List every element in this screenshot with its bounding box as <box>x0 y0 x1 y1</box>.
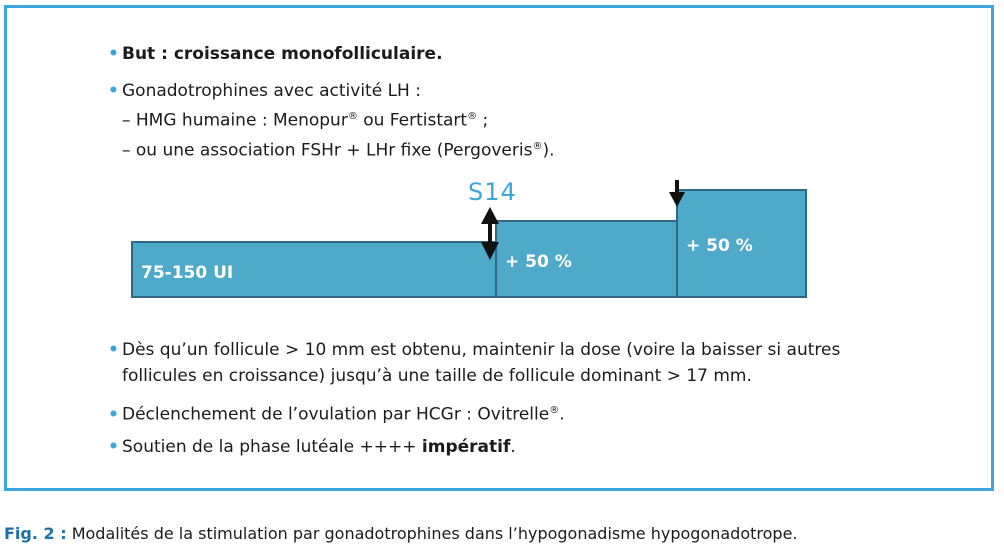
double-arrow-icon <box>481 207 499 260</box>
luteal-emphasis: impératif <box>421 437 511 457</box>
hmg-text: – HMG humaine : Menopur <box>122 110 348 131</box>
bullet-dose-maintenance <box>108 337 840 389</box>
bullet-dot: • <box>108 437 119 457</box>
fertistart-text: ou Fertistart <box>357 110 468 131</box>
luteal-text: Soutien de la phase lutéale ++++ <box>122 437 422 457</box>
figure-number: Fig. 2 : <box>4 524 67 543</box>
registered-mark: ® <box>467 111 478 122</box>
line-end: . <box>510 437 516 457</box>
goal-text: But : croissance monofolliculaire. <box>122 44 443 64</box>
registered-mark: ® <box>532 140 543 152</box>
down-arrow-icon <box>669 180 685 207</box>
s14-marker-label: S14 <box>468 178 517 206</box>
bullet-dot: • <box>108 44 119 64</box>
caption-text: Modalités de la stimulation par gonadotrophines dans l’hypogonadisme hypogonadotrope. <box>66 524 798 543</box>
step-label-initial: 75-150 UI <box>141 263 234 283</box>
line-end: . <box>559 404 565 425</box>
line-end: ). <box>542 140 555 161</box>
bullet-ovulation-trigger <box>108 398 565 428</box>
gonadotrophins-heading: Gonadotrophines avec activité LH : <box>122 81 421 101</box>
registered-mark: ® <box>347 111 358 122</box>
ovulation-text: Déclenchement de l’ovulation par HCGr : Ovitrelle <box>122 404 550 425</box>
line-end: ; <box>477 110 489 131</box>
step-label-increase-1: + 50 % <box>505 252 572 272</box>
step-label-increase-2: + 50 % <box>686 236 753 256</box>
figure-caption <box>4 524 798 543</box>
dose-text-line2: follicules en croissance) jusqu’à une taille de follicule dominant > 17 mm. <box>122 366 752 386</box>
registered-mark: ® <box>549 405 560 416</box>
bullet-dot: • <box>108 340 119 360</box>
bullet-dot: • <box>108 81 119 101</box>
dose-text-line1: Dès qu’un follicule > 10 mm est obtenu, maintenir la dose (voire la baisser si autres <box>122 340 841 360</box>
bullet-luteal-support <box>108 434 516 460</box>
bullet-dot: • <box>108 404 119 425</box>
association-text: – ou une association FSHr + LHr fixe (Pergoveris <box>122 140 533 161</box>
